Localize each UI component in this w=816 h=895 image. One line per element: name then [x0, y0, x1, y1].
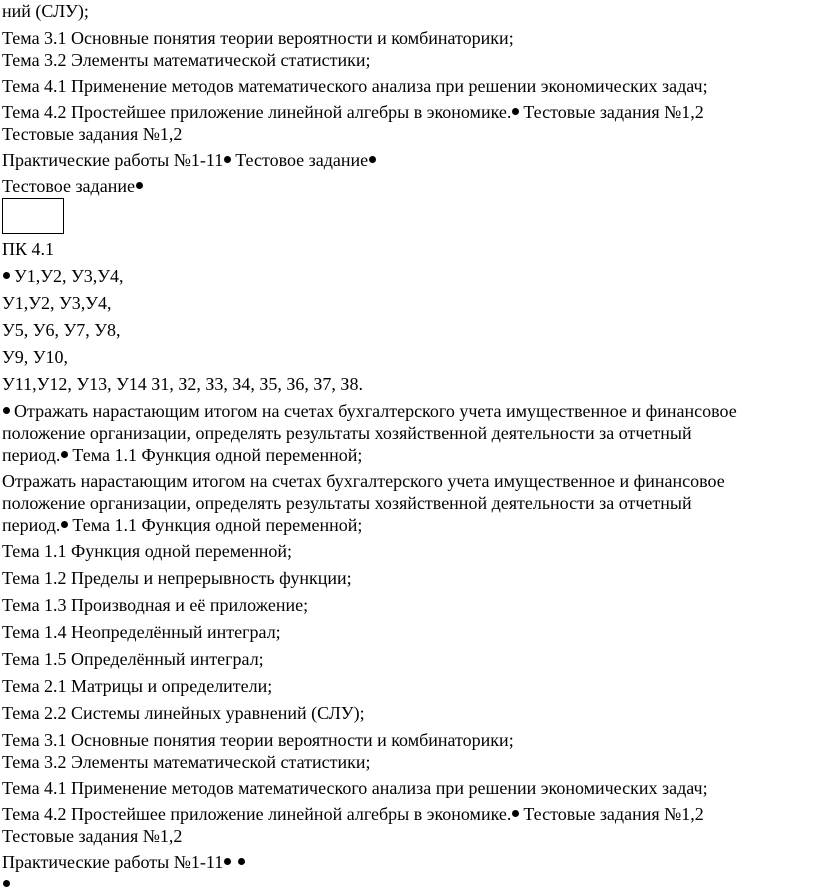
- text-line: [2, 514, 814, 536]
- text-line: [2, 49, 814, 71]
- skills-list: У9, У10,: [2, 347, 68, 367]
- bullet-icon: [136, 182, 143, 189]
- topic-line: [2, 621, 814, 643]
- topic-1-1: Тема 1.1 Функция одной переменной;: [72, 515, 363, 535]
- text-line: [2, 75, 814, 97]
- skills-list: У1,У2, У3,У4,: [14, 266, 124, 286]
- topic-item: Тема 1.5 Определённый интеграл;: [2, 649, 264, 669]
- test-tasks-label: Тестовые задания №1,2: [2, 826, 183, 846]
- topic-line: [2, 702, 814, 724]
- test-tasks-label: Тестовые задания №1,2: [523, 804, 704, 824]
- topic-line: [2, 540, 814, 562]
- text-line: [2, 873, 814, 895]
- bullet-icon: [224, 858, 231, 865]
- text-line: [2, 292, 814, 314]
- text-line: [2, 27, 814, 49]
- test-tasks-label: Тестовые задания №1,2: [523, 102, 704, 122]
- text-line: [2, 238, 814, 260]
- text-line: [2, 470, 814, 492]
- text-line: [2, 400, 814, 422]
- competency-description: период.: [2, 515, 61, 535]
- competency-code: ПК 4.1: [2, 239, 55, 259]
- topic-3-1: Тема 3.1 Основные понятия теории вероятности и комбинаторики;: [2, 28, 514, 48]
- text-line: [2, 492, 814, 514]
- empty-cell-box: [2, 198, 64, 234]
- topic-line: [2, 648, 814, 670]
- bullet-icon: [3, 272, 10, 279]
- text-line: [2, 825, 814, 847]
- text-line: [2, 346, 814, 368]
- topic-item: Тема 1.1 Функция одной переменной;: [2, 541, 292, 561]
- topic-item: Тема 2.2 Системы линейных уравнений (СЛУ);: [2, 703, 365, 723]
- skills-list: У1,У2, У3,У4,: [2, 293, 112, 313]
- text-line: [2, 175, 814, 197]
- bullet-icon: [3, 880, 10, 887]
- topic-item: Тема 1.4 Неопределённый интеграл;: [2, 622, 281, 642]
- text-line: [2, 149, 814, 171]
- competency-description: положение организации, определять результаты хозяйственной деятельности за отчетный: [2, 493, 692, 513]
- bullet-icon: [512, 108, 519, 115]
- test-task-label: Тестовое задание: [235, 150, 369, 170]
- topic-item: Тема 2.1 Матрицы и определители;: [2, 676, 273, 696]
- practical-works-label: Практические работы №1-11: [2, 852, 224, 872]
- bullet-icon: [224, 156, 231, 163]
- bullet-icon: [61, 521, 68, 528]
- text-line: [2, 123, 814, 145]
- skills-knowledge-list: У11,У12, У13, У14 З1, З2, З3, З4, З5, З6, З7, З8.: [2, 374, 363, 394]
- topic-line: [2, 567, 814, 589]
- practical-works-label: Практические работы №1-11: [2, 150, 224, 170]
- topic-4-1: Тема 4.1 Применение методов математического анализа при решении экономических задач;: [2, 76, 708, 96]
- topic-item: Тема 1.3 Производная и её приложение;: [2, 595, 309, 615]
- bullet-icon: [369, 156, 376, 163]
- bullet-icon: [238, 858, 245, 865]
- bullet-icon: [3, 407, 10, 414]
- text-line: [2, 101, 814, 123]
- topic-1-1: Тема 1.1 Функция одной переменной;: [72, 445, 363, 465]
- topic-3-2: Тема 3.2 Элементы математической статистики;: [2, 50, 371, 70]
- bullet-icon: [61, 451, 68, 458]
- test-task-label: Тестовое задание: [2, 176, 135, 196]
- text-line: [2, 803, 814, 825]
- text-line: [2, 422, 814, 444]
- topic-4-2: Тема 4.2 Простейшее приложение линейной алгебры в экономике.: [2, 102, 512, 122]
- topic-line: [2, 675, 814, 697]
- text-line: [2, 851, 814, 873]
- topic-line: [2, 729, 814, 751]
- test-tasks-label: Тестовые задания №1,2: [2, 124, 183, 144]
- competency-description: положение организации, определять результаты хозяйственной деятельности за отчетный: [2, 423, 692, 443]
- competency-description: Отражать нарастающим итогом на счетах бухгалтерского учета имущественное и финансовое: [2, 471, 725, 491]
- topic-line: [2, 594, 814, 616]
- topic-item: Тема 1.2 Пределы и непрерывность функции;: [2, 568, 352, 588]
- text-line: [2, 444, 814, 466]
- text-line: [2, 265, 814, 287]
- bullet-icon: [512, 810, 519, 817]
- topic-item: Тема 4.1 Применение методов математического анализа при решении экономических задач;: [2, 778, 708, 798]
- topic-item: Тема 3.2 Элементы математической статистики;: [2, 752, 371, 772]
- document-page: [2, 0, 814, 895]
- topic-item: Тема 3.1 Основные понятия теории вероятности и комбинаторики;: [2, 730, 514, 750]
- competency-description: период.: [2, 445, 61, 465]
- text-line: [2, 319, 814, 341]
- topic-line: [2, 751, 814, 773]
- text-fragment: ний (СЛУ);: [2, 1, 89, 21]
- skills-list: У5, У6, У7, У8,: [2, 320, 121, 340]
- topic-line: [2, 777, 814, 799]
- text-line: [2, 0, 814, 22]
- text-line: [2, 373, 814, 395]
- competency-description: Отражать нарастающим итогом на счетах бухгалтерского учета имущественное и финансовое: [14, 401, 737, 421]
- topic-4-2: Тема 4.2 Простейшее приложение линейной алгебры в экономике.: [2, 804, 512, 824]
